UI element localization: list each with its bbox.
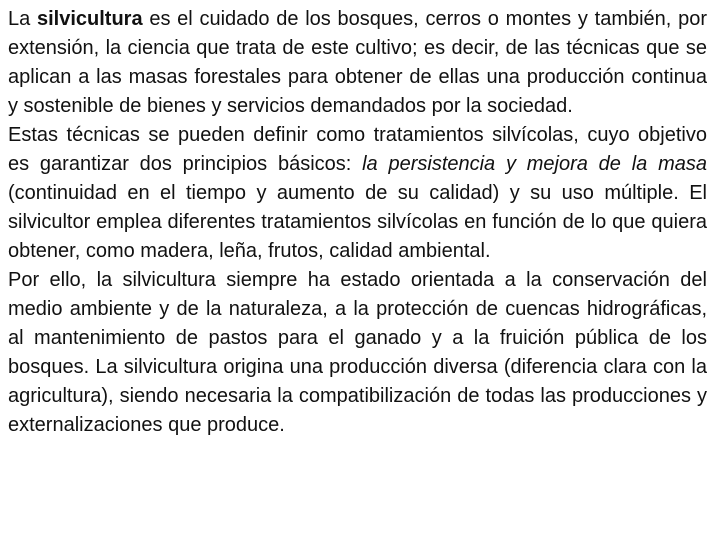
- paragraph-conservation: Por ello, la silvicultura siempre ha estado orientada a la conservación del medio ambiente y de la naturaleza, a la protección de cuencas hidrográficas, al mantenimiento de pastos para el ganado y a la fruición pública de los bosques. La silvicultura origina una producción diversa (diferencia clara con la agricultura), siendo necesaria la compatibilización de todas las producciones y externalizaciones que produce.: [8, 269, 707, 436]
- paragraph-1-rest: es el cuidado de los bosques, cerros o montes y también, por extensión, la ciencia que trata de este cultivo; es decir, de las técnicas que se aplican a las masas forestales para obtener de ellas una producción continua y sostenible de bienes y servicios demandados por la sociedad.: [8, 8, 707, 117]
- paragraph-definition: [8, 5, 707, 121]
- paragraph-2-lead: Estas técnicas se pueden definir como tratamientos silvícolas, cuyo objetivo es garantizar dos principios básicos:: [8, 124, 707, 175]
- term-silvicultura: silvicultura: [36, 8, 143, 30]
- emphasis-principles: la persistencia y mejora de la masa: [362, 153, 707, 175]
- paragraph-2-rest: (continuidad en el tiempo y aumento de su calidad) y su uso múltiple. El silvicultor emplea diferentes tratamientos silvícolas en función de lo que quiera obtener, como madera, leña, frutos, calidad ambiental.: [8, 182, 707, 262]
- paragraph-techniques: [8, 121, 707, 266]
- paragraph-1-lead: La: [8, 8, 37, 30]
- document-body: [8, 5, 707, 440]
